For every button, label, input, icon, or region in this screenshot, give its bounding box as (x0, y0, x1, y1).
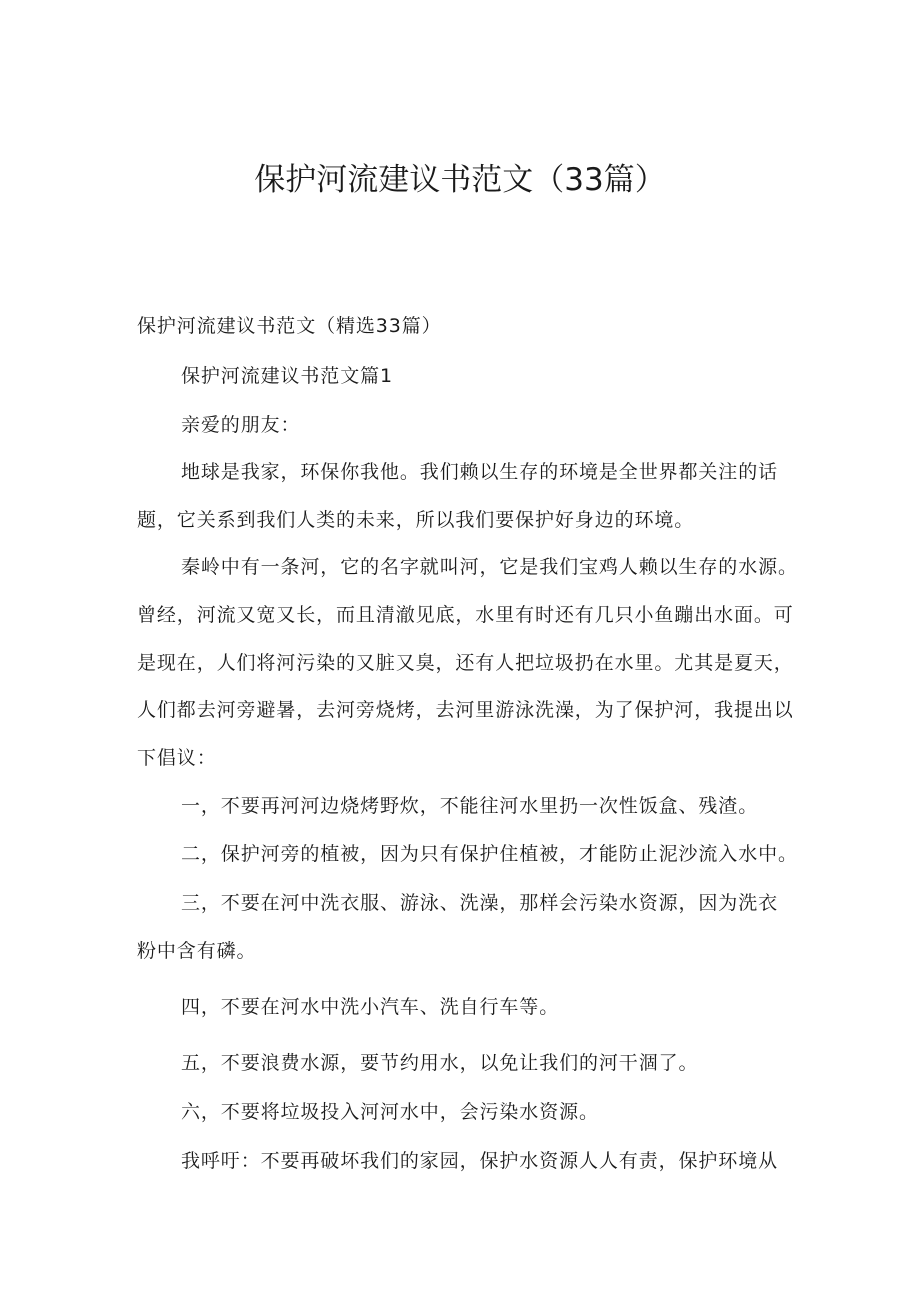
proposal-item: 四，不要在河水中洗小汽车、洗自行车等。 (181, 996, 560, 1018)
proposal-item: 六，不要将垃圾投入河河水中，会污染水资源。 (181, 1101, 599, 1123)
proposal-item: 五，不要浪费水源，要节约用水，以免让我们的河干涸了。 (181, 1052, 699, 1074)
paragraph-line: 是现在，人们将河污染的又脏又臭，还有人把垃圾扔在水里。尤其是夏天， (137, 652, 794, 674)
proposal-item: 一，不要再河河边烧烤野炊，不能往河水里扔一次性饭盒、残渣。 (181, 795, 759, 817)
paragraph-line: 曾经，河流又宽又长，而且清澈见底，水里有时还有几只小鱼蹦出水面。可 (137, 604, 794, 626)
section-heading: 保护河流建议书范文篇1 (181, 365, 393, 387)
proposal-item-continuation: 粉中含有磷。 (137, 940, 257, 962)
closing-appeal: 我呼吁：不要再破坏我们的家园，保护水资源人人有责，保护环境从 (181, 1150, 779, 1172)
document-subtitle: 保护河流建议书范文（精选33篇） (137, 315, 442, 337)
paragraph-line: 题，它关系到我们人类的未来，所以我们要保护好身边的环境。 (137, 509, 695, 531)
paragraph-line: 人们都去河旁避暑，去河旁烧烤，去河里游泳洗澡，为了保护河，我提出以 (137, 699, 794, 721)
paragraph-line: 下倡议： (137, 747, 217, 769)
document-title: 保护河流建议书范文（33篇） (254, 162, 666, 198)
paragraph-line: 地球是我家，环保你我他。我们赖以生存的环境是全世界都关注的话 (181, 461, 779, 483)
proposal-item: 三，不要在河中洗衣服、游泳、洗澡，那样会污染水资源，因为洗衣 (181, 892, 779, 914)
greeting: 亲爱的朋友： (181, 414, 301, 436)
paragraph-line: 秦岭中有一条河，它的名字就叫河，它是我们宝鸡人赖以生存的水源。 (181, 556, 798, 578)
proposal-item: 二，保护河旁的植被，因为只有保护住植被，才能防止泥沙流入水中。 (181, 843, 798, 865)
